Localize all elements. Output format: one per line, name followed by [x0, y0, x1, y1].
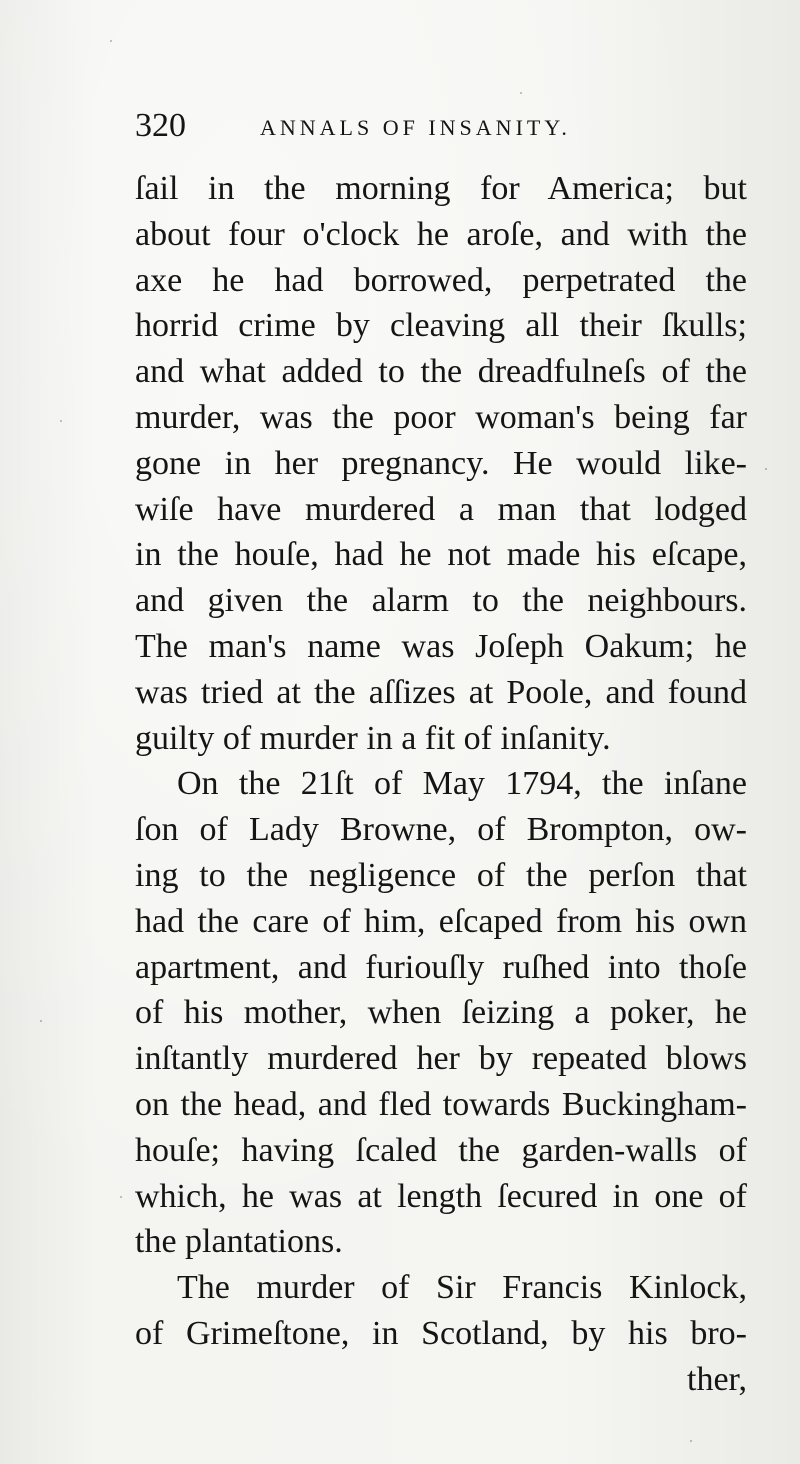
text-line: of Grimeſtone, in Scotland, by his bro- [135, 1314, 747, 1352]
paper-speck [120, 1196, 122, 1198]
paper-speck [520, 92, 522, 94]
text-line: gone in her pregnancy. He would like- [135, 444, 747, 482]
text-line: wiſe have murdered a man that lodged [135, 490, 747, 528]
text-line: of his mother, when ſeizing a poker, he [135, 994, 747, 1032]
paper-speck [765, 468, 767, 470]
text-line: about four o'clock he aroſe, and with the [135, 215, 747, 253]
text-line: and what added to the dreadfulneſs of the [135, 353, 747, 391]
text-line: in the houſe, had he not made his eſcape, [135, 536, 747, 574]
text-line: horrid crime by cleaving all their ſkulls; [135, 307, 747, 345]
text-line: was tried at the aſſizes at Poole, and found [135, 673, 747, 711]
body-text [135, 166, 747, 1403]
text-line: which, he was at length ſecured in one of [135, 1177, 747, 1215]
text-line: guilty of murder in a fit of inſanity. [135, 719, 611, 757]
text-line: ſail in the morning for America; but [135, 170, 747, 207]
text-line: ing to the negligence of the perſon that [135, 856, 747, 894]
paper-speck [40, 1020, 42, 1022]
text-line: on the head, and fled towards Buckingham- [135, 1085, 747, 1123]
text-line: ſon of Lady Browne, of Brompton, ow- [135, 811, 747, 849]
text-line: murder, was the poor woman's being far [135, 398, 747, 436]
text-line: the plantations. [135, 1223, 343, 1261]
text-line: inſtantly murdered her by repeated blows [135, 1040, 747, 1078]
text-line: axe he had borrowed, perpetrated the [135, 261, 747, 299]
text-line: The man's name was Joſeph Oakum; he [135, 627, 747, 665]
text-line: had the care of him, eſcaped from his own [135, 902, 747, 940]
text-line: apartment, and furiouſly ruſhed into thoſe [135, 948, 747, 986]
page-header [135, 106, 755, 146]
paper-speck [690, 1440, 692, 1442]
catchword: ther, [687, 1360, 747, 1398]
page-number: 320 [135, 107, 186, 144]
text-line: houſe; having ſcaled the garden-walls of [135, 1131, 747, 1169]
paragraph-start-line: On the 21ſt of May 1794, the inſane [177, 765, 747, 803]
running-head: ANNALS OF INSANITY. [260, 115, 571, 140]
text-line: and given the alarm to the neighbours. [135, 582, 747, 620]
paper-speck [60, 420, 62, 422]
paragraph-start-line: The murder of Sir Francis Kinlock, [177, 1269, 747, 1307]
paper-speck [110, 40, 112, 42]
